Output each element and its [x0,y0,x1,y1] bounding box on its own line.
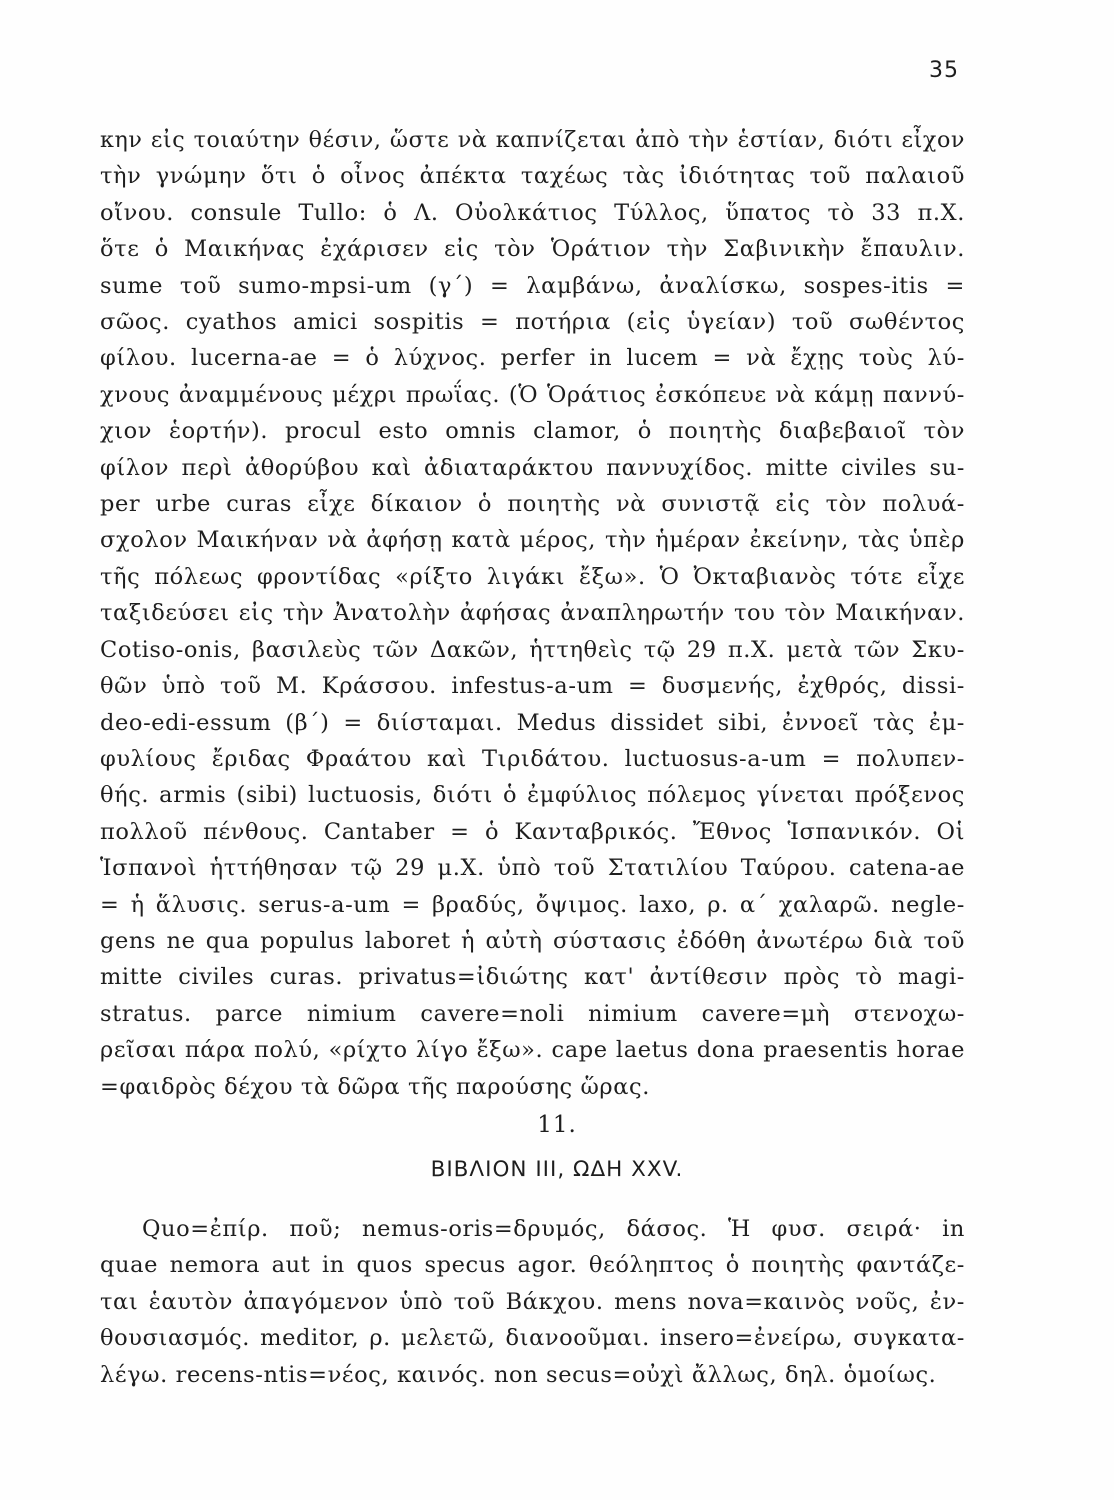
page-number: 35 [929,58,959,83]
text-line: =φαιδρὸς δέχου τὰ δῶρα τῆς παρούσης ὥρας. [100,1073,650,1100]
text-line: θουσιασμός. meditor, ρ. μελετῶ, διανοοῦμαι. insero=ἐνείρω, συγκατα- [100,1325,965,1352]
text-line: per urbe curas εἶχε δίκαιον ὁ ποιητὴς νὰ συνιστᾷ εἰς τὸν πολυά- [100,491,965,518]
text-line: θῶν ὑπὸ τοῦ Μ. Κράσσου. infestus-a-um = δυσμενής, ἐχθρός, dissi- [100,673,965,700]
text-line: θής. armis (sibi) luctuosis, διότι ὁ ἐμφύλιος πόλεμος γίνεται πρόξενος [100,782,965,809]
section-number: 11. [537,1112,577,1138]
commentary-paragraph [100,1211,965,1393]
text-line: gens ne qua populus laboret ἡ αὐτὴ σύστασις ἐδόθη ἀνωτέρω διὰ τοῦ [100,927,965,954]
text-line: = ἡ ἅλυσις. serus-a-um = βραδύς, ὄψιμος. laxo, ρ. α΄ χαλαρῶ. negle- [100,891,965,918]
text-line: οἴνου. consule Tullo: ὁ Λ. Οὐολκάτιος Τύλλος, ὕπατος τὸ 33 π.Χ. [100,199,965,226]
section-title: ΒΙΒΛΙΟΝ III, ΩΔΗ XXV. [430,1157,684,1182]
text-line: σῶος. cyathos amici sospitis = ποτήρια (εἰς ὑγείαν) τοῦ σωθέντος [100,309,965,336]
text-line: Quo=ἐπίρ. ποῦ; nemus-oris=δρυμός, δάσος. Ἡ φυσ. σειρά· in [142,1216,965,1242]
text-line: ταξιδεύσει εἰς τὴν Ἀνατολὴν ἀφήσας ἀναπληρωτήν του τὸν Μαικήναν. [100,600,965,627]
text-line: φίλου. lucerna-ae = ὁ λύχνος. perfer in lucem = νὰ ἔχῃς τοὺς λύ- [100,345,965,372]
text-line: sume τοῦ sumo-mpsi-um (γ΄) = λαμβάνω, ἀναλίσκω, sospes-itis = [100,272,965,299]
text-line: σχολον Μαικήναν νὰ ἀφήσῃ κατὰ μέρος, τὴν ἡμέραν ἐκείνην, τὰς ὑπὲρ [100,527,965,554]
text-line: κην εἰς τοιαύτην θέσιν, ὥστε νὰ καπνίζεται ἀπὸ τὴν ἑστίαν, διότι εἶχον [100,127,965,153]
text-line: χιον ἑορτήν). procul esto omnis clamor, ὁ ποιητὴς διαβεβαιοῖ τὸν [100,418,965,445]
text-line: quae nemora aut in quos specus agor. θεόληπτος ὁ ποιητὴς φαντάζε- [100,1252,965,1279]
text-line: λέγω. recens-ntis=νέος, καινός. non secus=οὐχὶ ἄλλως, δηλ. ὁμοίως. [100,1361,937,1388]
text-line: φίλον περὶ ἀθορύβου καὶ ἀδιαταράκτου παννυχίδος. mitte civiles su- [100,454,965,481]
text-line: deo-edi-essum (β΄) = διίσταμαι. Medus dissidet sibi, ἐννοεῖ τὰς ἐμ- [100,709,965,736]
text-line: stratus. parce nimium cavere=noli nimium cavere=μὴ στενοχω- [100,1000,965,1027]
text-line: Cotiso-onis, βασιλεὺς τῶν Δακῶν, ἡττηθεὶς τῷ 29 π.Χ. μετὰ τῶν Σκυ- [100,636,965,663]
commentary-paragraph [100,122,965,1105]
text-line: τῆς πόλεως φροντίδας «ρίξτο λιγάκι ἔξω». Ὁ Ὀκταβιανὸς τότε εἶχε [100,563,965,590]
text-line: mitte civiles curas. privatus=ἰδιώτης κατ' ἀντίθεσιν πρὸς τὸ magi- [100,964,965,991]
text-line: πολλοῦ πένθους. Cantaber = ὁ Κανταβρικός. Ἔθνος Ἱσπανικόν. Οἱ [100,818,965,845]
text-line: ὅτε ὁ Μαικήνας ἐχάρισεν εἰς τὸν Ὁράτιον τὴν Σαβινικὴν ἔπαυλιν. [100,236,965,263]
text-line: φυλίους ἔριδας Φραάτου καὶ Τιριδάτου. luctuosus-a-um = πολυπεν- [100,745,965,772]
text-line: ται ἑαυτὸν ἀπαγόμενον ὑπὸ τοῦ Βάκχου. mens nova=καινὸς νοῦς, ἐν- [100,1288,965,1315]
text-line: τὴν γνώμην ὅτι ὁ οἶνος ἀπέκτα ταχέως τὰς ἰδιότητας τοῦ παλαιοῦ [100,163,965,190]
text-line: χνους ἀναμμένους μέχρι πρωΐας. (Ὁ Ὁράτιος ἐσκόπευε νὰ κάμῃ παννύ- [100,381,965,408]
text-line: Ἱσπανοὶ ἡττήθησαν τῷ 29 μ.Χ. ὑπὸ τοῦ Στατιλίου Ταύρου. catena-ae [100,855,965,882]
text-line: ρεῖσαι πάρα πολύ, «ρίχτο λίγο ἔξω». cape laetus dona praesentis horae [100,1037,965,1064]
